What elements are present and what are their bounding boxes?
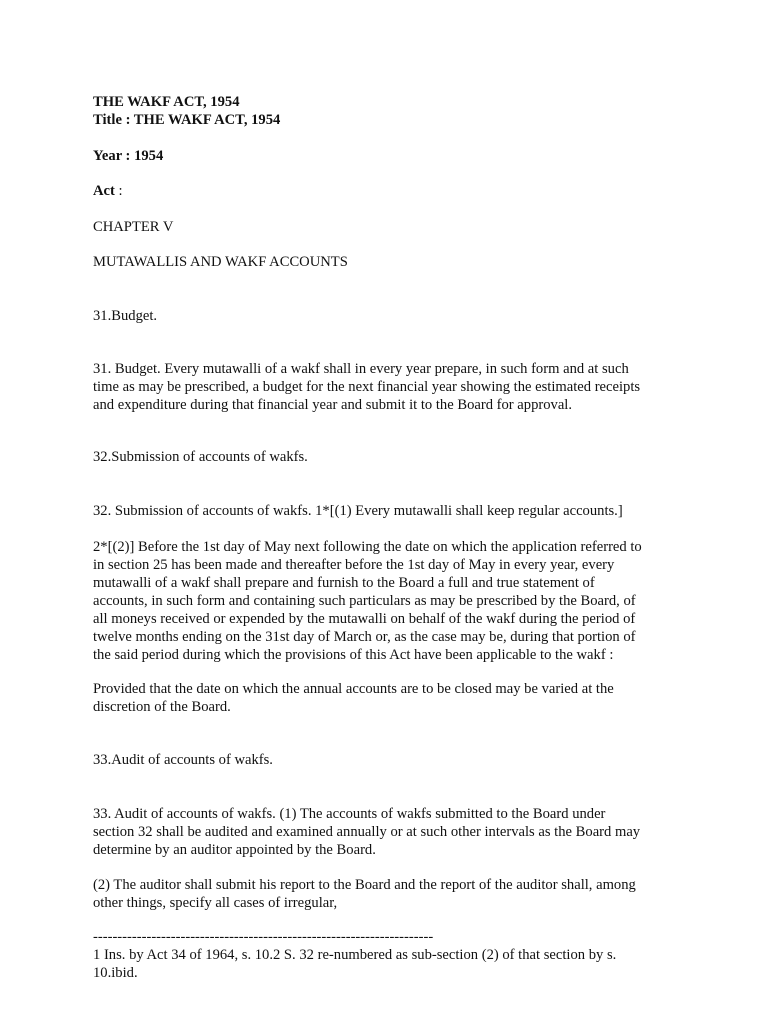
section-33-line: 33. Audit of accounts of wakfs. (1) The accounts of wakfs submitted to the Board under — [93, 806, 606, 822]
section-31-heading: 31.Budget. — [93, 308, 158, 324]
section-32-line: accounts, in such form and containing such particulars as may be prescribed by the Board, of — [93, 593, 636, 609]
footnote — [93, 946, 616, 982]
footnote-line: 10.ibid. — [93, 965, 138, 981]
section-32-line: twelve months ending on the 31st day of March or, as the case may be, during that portion of — [93, 629, 636, 645]
section-32-proviso — [93, 680, 614, 716]
section-33-text-2 — [93, 876, 636, 912]
act-separator: : — [114, 183, 123, 199]
section-31-line: 31. Budget. Every mutawalli of a wakf shall in every year prepare, in such form and at such — [93, 361, 629, 377]
act-header: THE WAKF ACT, 1954 — [93, 94, 240, 110]
proviso-line: Provided that the date on which the annual accounts are to be closed may be varied at the — [93, 681, 614, 697]
section-33-line: determine by an auditor appointed by the Board. — [93, 842, 376, 858]
proviso-line: discretion of the Board. — [93, 699, 231, 715]
section-33-line: other things, specify all cases of irregular, — [93, 895, 338, 911]
section-32-heading: 32.Submission of accounts of wakfs. — [93, 449, 308, 465]
section-32-line: all moneys received or expended by the mutawalli on behalf of the wakf during the period of — [93, 611, 636, 627]
section-32-line: mutawalli of a wakf shall prepare and furnish to the Board a full and true statement of — [93, 575, 595, 591]
section-32-text-2 — [93, 538, 642, 664]
section-31-line: and expenditure during that financial year and submit it to the Board for approval. — [93, 397, 573, 413]
footnote-separator: ---------------------------------------------------------------------- — [93, 929, 434, 945]
section-31-text — [93, 360, 640, 414]
section-32-line: the said period during which the provisions of this Act have been applicable to the wakf : — [93, 647, 614, 663]
title-line: Title : THE WAKF ACT, 1954 — [93, 112, 281, 128]
section-32-line: in section 25 has been made and thereafter before the 1st day of May in every year, every — [93, 557, 615, 573]
act-line — [93, 182, 123, 200]
section-32-text-1: 32. Submission of accounts of wakfs. 1*[(1) Every mutawalli shall keep regular accounts.] — [93, 503, 623, 519]
section-33-heading: 33.Audit of accounts of wakfs. — [93, 752, 273, 768]
year-line: Year : 1954 — [93, 148, 164, 164]
section-32-line: 2*[(2)] Before the 1st day of May next following the date on which the application referred to — [93, 539, 642, 555]
section-33-line: section 32 shall be audited and examined annually or at such other intervals as the Board may — [93, 824, 641, 840]
chapter-number: CHAPTER V — [93, 219, 174, 235]
section-33-text-1 — [93, 805, 640, 859]
footnote-line: 1 Ins. by Act 34 of 1964, s. 10.2 S. 32 re-numbered as sub-section (2) of that section by s. — [93, 947, 617, 963]
section-31-line: time as may be prescribed, a budget for the next financial year showing the estimated receipts — [93, 379, 641, 395]
section-33-line: (2) The auditor shall submit his report to the Board and the report of the auditor shall, among — [93, 877, 636, 893]
chapter-title: MUTAWALLIS AND WAKF ACCOUNTS — [93, 254, 348, 270]
act-label: Act — [93, 183, 115, 199]
